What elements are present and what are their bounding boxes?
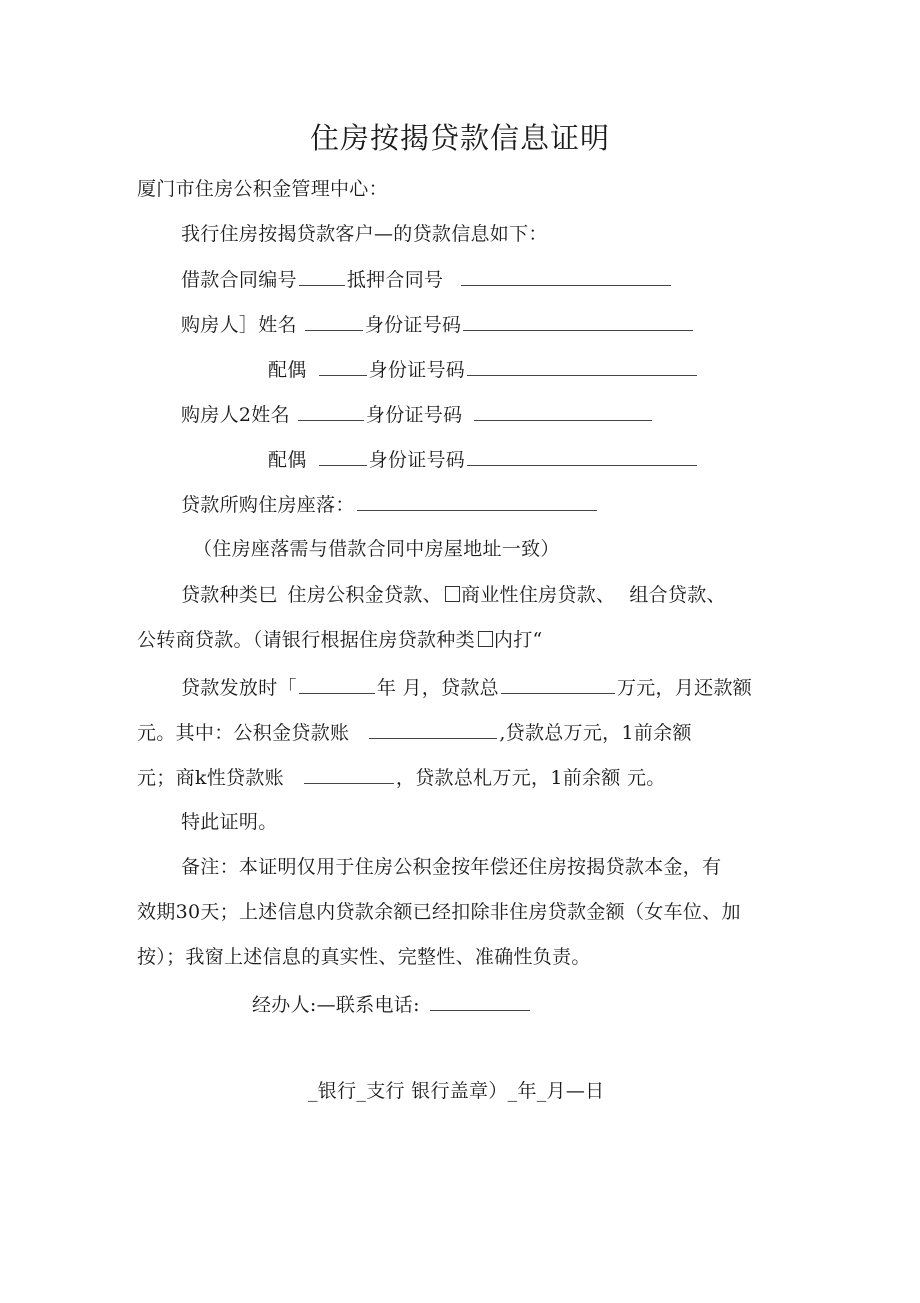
loan-type-prefix: 贷款种类巳 bbox=[181, 584, 278, 606]
loan-type-line1 bbox=[181, 583, 726, 607]
fund-account-detail: ,贷款总万元，1前余额 bbox=[499, 722, 692, 744]
phone-blank bbox=[430, 992, 530, 1011]
buyer1-line bbox=[181, 312, 695, 337]
loan-type-option-commercial: 商业性住房贷款、 bbox=[460, 584, 616, 606]
footer-signature-line: _银行_支行 银行盖章）_年_月—日 bbox=[308, 1080, 605, 1102]
buyer1-name-label: 购房人］姓名 bbox=[181, 314, 297, 336]
commercial-account-blank bbox=[304, 765, 394, 784]
spouse2-id-blank bbox=[467, 447, 697, 466]
commercial-account-detail: ，贷款总札万元，1前余额 元。 bbox=[395, 767, 666, 789]
disbursement-line1 bbox=[181, 675, 752, 700]
disbursement-total-blank bbox=[501, 675, 615, 694]
spouse1-name-blank bbox=[319, 357, 367, 376]
certify-line: 特此证明。 bbox=[181, 811, 278, 833]
buyer2-name-label: 购房人2姓名 bbox=[181, 404, 290, 426]
handler-line bbox=[252, 992, 532, 1017]
mortgage-contract-label: 抵押合同号 bbox=[346, 269, 444, 291]
location-note: （住房座落需与借款合同中房屋地址一致） bbox=[193, 538, 560, 560]
loan-type-option-fund: 住房公积金贷款、 bbox=[287, 584, 442, 606]
remark-line2: 效期30天；上述信息内贷款余额已经扣除非住房贷款金额（女车位、加 bbox=[137, 901, 741, 923]
buyer2-id-blank bbox=[474, 402, 652, 421]
handler-label: 经办人:—联系电话: bbox=[252, 994, 420, 1016]
location-label: 贷款所购住房座落： bbox=[181, 494, 355, 516]
spouse1-line bbox=[268, 357, 699, 382]
spouse1-id-label: 身份证号码 bbox=[368, 359, 466, 381]
disbursement-line2 bbox=[137, 720, 692, 745]
remark-line3: 按）；我窗上述信息的真实性、完整性、准确性负责。 bbox=[137, 946, 591, 968]
loan-contract-label: 借款合同编号 bbox=[181, 269, 297, 291]
spouse2-id-label: 身份证号码 bbox=[368, 449, 466, 471]
buyer1-id-label: 身份证号码 bbox=[364, 314, 462, 336]
buyer1-id-blank bbox=[463, 312, 693, 331]
loan-type-instruction: 公转商贷款。（请银行根据住房贷款种类 bbox=[137, 629, 475, 651]
document-title: 住房按揭贷款信息证明 bbox=[309, 121, 610, 155]
checkbox-example bbox=[478, 631, 493, 647]
spouse1-label: 配偶 bbox=[268, 359, 307, 381]
disbursement-monthly-label: 万元，月还款额 bbox=[616, 677, 753, 699]
remark-line1: 备注：本证明仅用于住房公积金按年偿还住房按揭贷款本金，有 bbox=[181, 856, 722, 878]
disbursement-time-label: 贷款发放时「 bbox=[181, 677, 297, 699]
location-blank bbox=[357, 492, 597, 511]
loan-contract-blank bbox=[299, 267, 345, 286]
buyer2-id-label: 身份证号码 bbox=[365, 404, 463, 426]
disbursement-time-blank bbox=[299, 675, 375, 694]
intro-line: 我行住房按揭贷款客户—的贷款信息如下： bbox=[181, 223, 548, 245]
fund-account-label: 元。其中：公积金贷款账 bbox=[137, 722, 350, 744]
disbursement-line3 bbox=[137, 765, 666, 790]
loan-type-option-combo: 组合贷款、 bbox=[629, 584, 726, 606]
buyer1-name-blank bbox=[305, 312, 363, 331]
buyer2-line bbox=[181, 402, 654, 427]
mortgage-contract-blank bbox=[461, 267, 671, 286]
recipient-line: 厦门市住房公积金管理中心： bbox=[137, 178, 388, 200]
fund-account-blank bbox=[369, 720, 497, 739]
spouse2-label: 配偶 bbox=[268, 449, 307, 471]
spouse1-id-blank bbox=[467, 357, 697, 376]
disbursement-total-label: 年 月，贷款总 bbox=[376, 677, 499, 699]
commercial-account-label: 元；商k性贷款账 bbox=[137, 767, 284, 789]
contract-line bbox=[181, 267, 673, 292]
loan-type-instruction-end: 内打“ bbox=[493, 629, 543, 651]
checkbox-commercial[interactable] bbox=[445, 586, 460, 602]
spouse2-line bbox=[268, 447, 699, 472]
spouse2-name-blank bbox=[319, 447, 367, 466]
location-line bbox=[181, 492, 599, 517]
loan-type-line2 bbox=[137, 628, 543, 652]
buyer2-name-blank bbox=[298, 402, 364, 421]
